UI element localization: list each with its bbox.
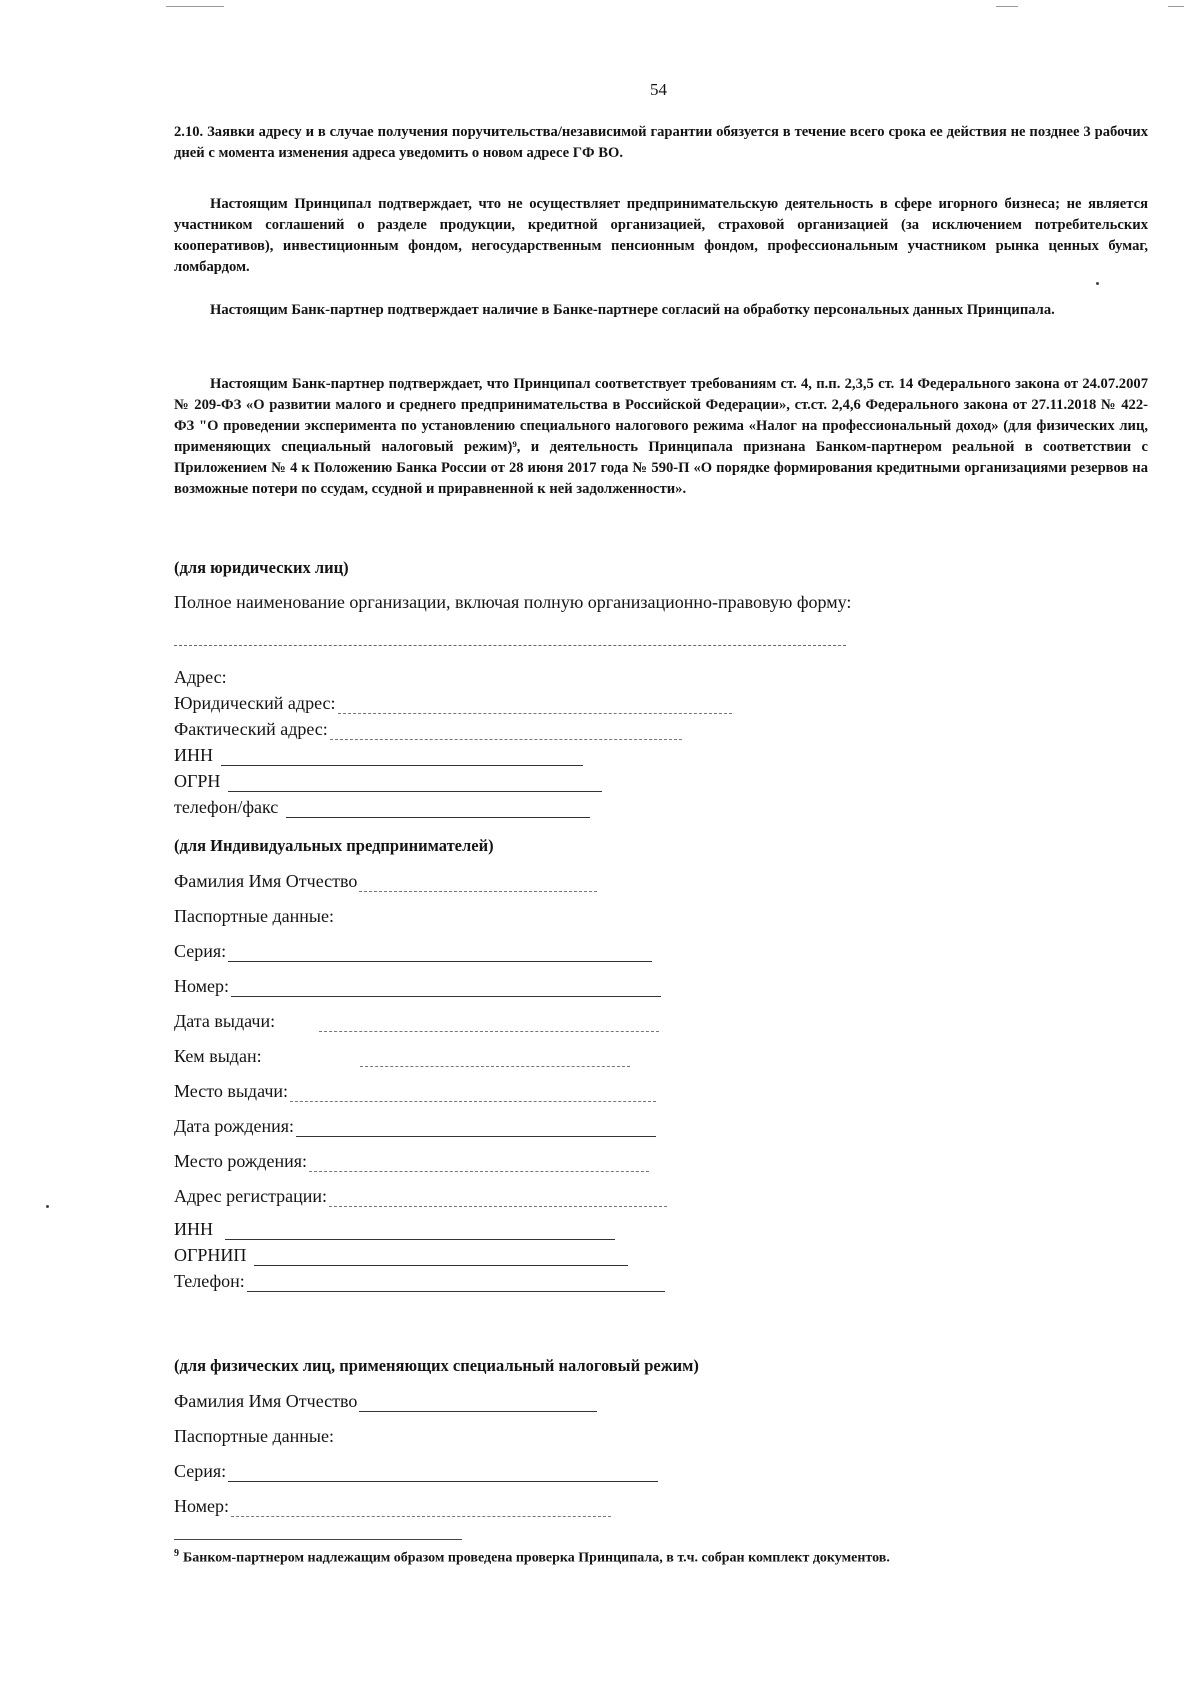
ip-phone-field[interactable]: Телефон: xyxy=(174,1268,665,1292)
footnote-separator xyxy=(174,1539,462,1540)
ip-fio-field[interactable]: Фамилия Имя Отчество xyxy=(174,868,597,892)
ip-heading: (для Индивидуальных предпринимателей) xyxy=(174,836,494,855)
scan-artifact xyxy=(166,6,224,7)
ip-phone-blank[interactable] xyxy=(247,1273,665,1292)
scan-artifact xyxy=(996,6,1018,7)
se-fio-blank[interactable] xyxy=(359,1393,597,1412)
footnote-text: Банком-партнером надлежащим образом проведена проверка Принципала, в т.ч. собран комплект документов. xyxy=(183,1550,890,1566)
ip-birth-date-blank[interactable] xyxy=(296,1118,656,1137)
ip-issue-place-field[interactable]: Место выдачи: xyxy=(174,1078,656,1102)
legal-entity-heading: (для юридических лиц) xyxy=(174,558,349,577)
ip-inn-field[interactable]: ИНН xyxy=(174,1216,615,1240)
self-employed-heading: (для физических лиц, применяющих специальный налоговый режим) xyxy=(174,1356,699,1375)
se-passport-label: Паспортные данные: xyxy=(174,1426,334,1446)
ip-reg-address-field[interactable]: Адрес регистрации: xyxy=(174,1183,667,1207)
ip-number-field[interactable]: Номер: xyxy=(174,973,661,997)
scan-artifact xyxy=(1096,282,1099,285)
se-number-field[interactable]: Номер: xyxy=(174,1493,611,1517)
ip-birth-date-field[interactable]: Дата рождения: xyxy=(174,1113,656,1137)
ip-series-blank[interactable] xyxy=(228,943,652,962)
org-name-blank[interactable] xyxy=(174,645,846,646)
ip-passport-label: Паспортные данные: xyxy=(174,906,334,926)
se-series-field[interactable]: Серия: xyxy=(174,1458,658,1482)
se-fio-field[interactable]: Фамилия Имя Отчество xyxy=(174,1388,597,1412)
legal-address-field[interactable]: Юридический адрес: xyxy=(174,690,732,714)
legal-inn-blank[interactable] xyxy=(221,747,583,766)
legal-address-blank[interactable] xyxy=(338,695,732,714)
legal-inn-field[interactable]: ИНН xyxy=(174,742,583,766)
ip-issue-date-blank[interactable] xyxy=(319,1013,659,1032)
ip-reg-address-blank[interactable] xyxy=(329,1188,667,1207)
actual-address-blank[interactable] xyxy=(330,721,682,740)
ip-number-blank[interactable] xyxy=(231,978,661,997)
ogrnip-blank[interactable] xyxy=(254,1247,628,1266)
paragraph-consent: Настоящим Банк-партнер подтверждает наличие в Банке-партнере согласий на обработку персональных данных Принципала. xyxy=(210,302,1055,318)
ogrn-field[interactable]: ОГРН xyxy=(174,768,602,792)
scan-artifact xyxy=(46,1205,49,1208)
footnote-mark: 9 xyxy=(174,1548,179,1559)
phone-fax-blank[interactable] xyxy=(286,799,590,818)
se-number-blank[interactable] xyxy=(231,1498,611,1517)
ip-series-field[interactable]: Серия: xyxy=(174,938,652,962)
ip-issue-date-field[interactable]: Дата выдачи: xyxy=(174,1008,659,1032)
se-series-blank[interactable] xyxy=(228,1463,658,1482)
org-name-intro: Полное наименование организации, включая полную организационно-правовую форму: xyxy=(174,592,852,612)
ip-issue-place-blank[interactable] xyxy=(290,1083,656,1102)
phone-fax-field[interactable]: телефон/факс xyxy=(174,794,590,818)
footnote xyxy=(174,1548,890,1567)
ip-fio-blank[interactable] xyxy=(359,873,597,892)
ogrnip-field[interactable]: ОГРНИП xyxy=(174,1242,628,1266)
ip-issued-by-field[interactable]: Кем выдан: xyxy=(174,1043,630,1067)
ip-issued-by-blank[interactable] xyxy=(360,1048,630,1067)
legal-address-section-label: Адрес: xyxy=(174,667,227,687)
page-number: 54 xyxy=(650,80,667,99)
paragraph-notify-address: 2.10. Заявки адресу и в случае получения поручительства/независимой гарантии обязуется в течение всего срока ее действия не позднее 3 рабочих дней с момента изменения адреса уведомить о новом адресе ГФ ВО. xyxy=(174,124,1148,161)
ip-birth-place-field[interactable]: Место рождения: xyxy=(174,1148,649,1172)
ip-inn-blank[interactable] xyxy=(225,1221,615,1240)
paragraph-not-gambling: Настоящим Принципал подтверждает, что не осуществляет предпринимательскую деятельность в сфере игорного бизнеса; не является участником соглашений о разделе продукции, кредитной организацией, страховой организацией (за исключением потребительских кооперативов), инвестиционным фондом, негосударственным пенсионным фондом, профессиональным участником рынка ценных бумаг, ломбардом. xyxy=(174,196,1148,275)
ogrn-blank[interactable] xyxy=(228,773,602,792)
scan-artifact xyxy=(1168,6,1184,7)
paragraph-requirements: Настоящим Банк-партнер подтверждает, что Принципал соответствует требованиям ст. 4, п.п. 2,3,5 ст. 14 Федерального закона от 24.07.2007 № 209-ФЗ «О развитии малого и среднего предпринимательства в Российской Федерации», ст.ст. 2,4,6 Федерального закона от 27.11.2018 № 422-ФЗ "О проведении эксперимента по установлению специального налогового режима «Налог на профессиональный доход» (для физических лиц, применяющих специальный налоговый режим)⁹, и деятельность Принципала признана Банком-партнером реальной в соответствии с Приложением № 4 к Положению Банка России от 28 июня 2017 года № 590-П «О порядке формирования кредитными организациями резервов на возможные потери по ссудам, ссудной и приравненной к ней задолженности». xyxy=(174,376,1148,497)
ip-birth-place-blank[interactable] xyxy=(309,1153,649,1172)
actual-address-field[interactable]: Фактический адрес: xyxy=(174,716,682,740)
